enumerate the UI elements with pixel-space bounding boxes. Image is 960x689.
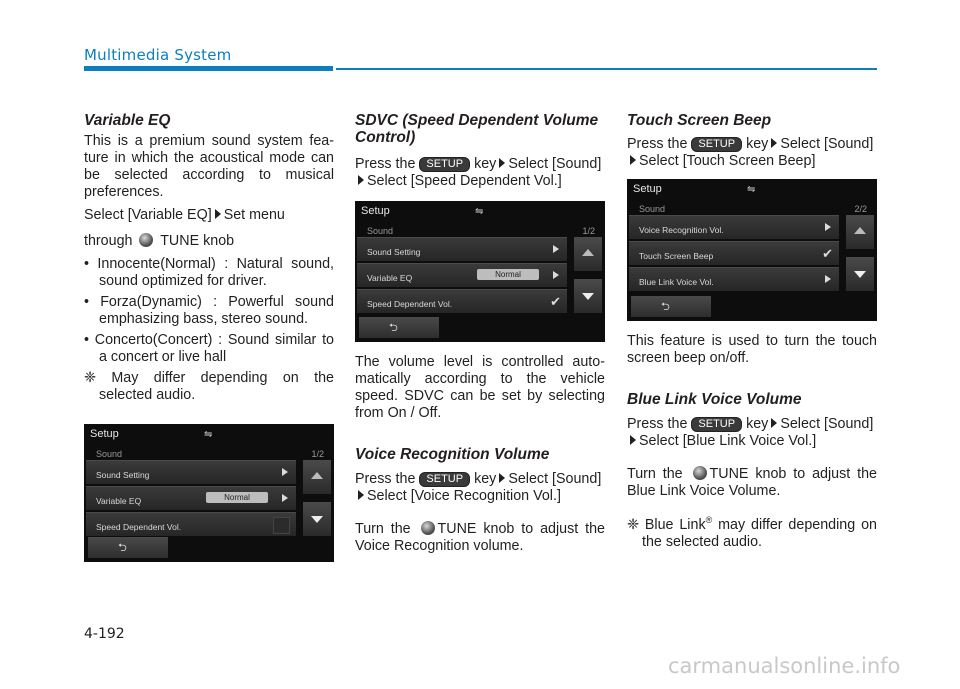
scroll-down-button[interactable] (846, 257, 874, 291)
arrow-right-icon (553, 245, 559, 253)
menu-row[interactable]: Blue Link Voice Vol. (629, 267, 839, 291)
header-rule-thin (336, 68, 877, 70)
arrow-down-icon (311, 516, 323, 523)
tune-knob-icon (693, 466, 707, 480)
screen-title: Setup (633, 183, 662, 195)
back-button[interactable] (359, 317, 439, 338)
screen-subtitle: Sound (639, 204, 666, 214)
back-icon: ⮌ (389, 322, 398, 334)
header-rule-thick (84, 66, 333, 71)
menu-row[interactable]: Sound Setting (86, 460, 296, 484)
checkmark-icon: ✔ (550, 294, 561, 309)
checkmark-icon: ✔ (822, 246, 833, 261)
back-icon: ⮌ (661, 301, 670, 313)
arrow-right-icon (358, 490, 364, 500)
setup-screen-image (627, 179, 877, 321)
arrow-down-icon (854, 271, 866, 278)
bullet-forza: • Forza(Dynamic) : Powerful sound emphasizing bass, stereo sound. (84, 294, 334, 327)
arrow-right-icon (630, 435, 636, 445)
intro-text: This is a premium sound system feature in which the acoustical mode can be selected according to musical preferences. (84, 133, 334, 200)
section-title: Multimedia System (84, 46, 232, 64)
setup-key-icon: SETUP (419, 157, 470, 172)
voice-instruction: Press the SETUP key Select [Sound] Select [Voice Recognition Vol.] (355, 471, 602, 504)
column-variable-eq (84, 108, 334, 574)
arrow-right-icon (825, 275, 831, 283)
heading-variable-eq: Variable EQ (84, 112, 171, 129)
bluelink-instruction: Press the SETUP key Select [Sound] Select [Blue Link Voice Vol.] (627, 416, 874, 449)
usb-icon: ⇋ (204, 429, 213, 440)
arrow-right-icon (358, 175, 364, 185)
column-sdvc (355, 108, 605, 558)
eq-value-badge: Normal (477, 269, 539, 280)
arrow-down-icon (582, 293, 594, 300)
sdvc-instruction: Press the SETUP key Select [Sound] Select [Speed Dependent Vol.] (355, 156, 602, 189)
setup-key-icon: SETUP (691, 137, 742, 152)
heading-touch-beep: Touch Screen Beep (627, 112, 772, 129)
setup-screen-image (84, 424, 334, 562)
voice-tune-text: Turn the TUNE knob to adjust the Voice Recognition volume. (355, 521, 605, 554)
screen-title: Setup (90, 428, 119, 440)
menu-row[interactable]: Sound Setting (357, 237, 567, 261)
scroll-up-button[interactable] (574, 237, 602, 271)
menu-row[interactable]: Voice Recognition Vol. (629, 215, 839, 239)
usb-icon: ⇋ (475, 206, 484, 217)
arrow-right-icon (771, 418, 777, 428)
scroll-up-button[interactable] (303, 460, 331, 494)
arrow-right-icon (771, 138, 777, 148)
scroll-down-button[interactable] (574, 279, 602, 313)
select-instruction: Select [Variable EQ] Set menu (84, 207, 285, 223)
screen-subtitle: Sound (96, 449, 123, 459)
usb-icon: ⇋ (747, 184, 756, 195)
tune-knob-icon (139, 233, 153, 247)
sdvc-description: The volume level is controlled automatically according to the vehicle speed. SDVC can be set by selecting from On / Off. (355, 354, 605, 421)
bullet-concerto: • Concerto(Concert) : Sound similar to a concert or live hall (84, 332, 334, 365)
back-button[interactable] (88, 537, 168, 558)
setup-key-icon: SETUP (691, 417, 742, 432)
arrow-up-icon (854, 227, 866, 234)
arrow-right-icon (825, 223, 831, 231)
screen-page: 2/2 (854, 204, 867, 214)
menu-row[interactable]: Speed Dependent Vol. ✔ (357, 289, 567, 313)
back-icon: ⮌ (118, 542, 127, 554)
watermark: carmanualsonline.info (668, 654, 901, 678)
beep-instruction: Press the SETUP key Select [Sound] Select [Touch Screen Beep] (627, 136, 874, 169)
checkbox-icon (273, 517, 290, 534)
back-button[interactable] (631, 296, 711, 317)
menu-row[interactable]: Variable EQ Normal (86, 486, 296, 510)
heading-sdvc: SDVC (Speed Dependent Volume Control) (355, 112, 599, 146)
bluelink-note: ❈ Blue Link® may differ depending on the selected audio. (627, 515, 877, 550)
menu-row[interactable]: Variable EQ Normal (357, 263, 567, 287)
column-touch-beep (627, 108, 877, 554)
screen-title: Setup (361, 205, 390, 217)
menu-row[interactable]: Speed Dependent Vol. (86, 512, 296, 536)
scroll-up-button[interactable] (846, 215, 874, 249)
note-text: ❈ May differ depending on the selected audio. (84, 370, 334, 403)
through-instruction: through TUNE knob (84, 233, 235, 249)
screen-page: 1/2 (582, 226, 595, 236)
heading-blue-link-voice: Blue Link Voice Volume (627, 391, 802, 408)
arrow-right-icon (499, 158, 505, 168)
heading-voice-recognition: Voice Recognition Volume (355, 446, 550, 463)
arrow-right-icon (499, 473, 505, 483)
arrow-right-icon (215, 209, 221, 219)
scroll-down-button[interactable] (303, 502, 331, 536)
setup-screen-image (355, 201, 605, 342)
beep-description: This feature is used to turn the touch screen beep on/off. (627, 333, 877, 366)
screen-subtitle: Sound (367, 226, 394, 236)
screen-page: 1/2 (311, 449, 324, 459)
arrow-right-icon (553, 271, 559, 279)
bluelink-tune-text: Turn the TUNE knob to adjust the Blue Link Voice Volume. (627, 466, 877, 499)
page-number: 4-192 (84, 626, 125, 642)
arrow-right-icon (282, 494, 288, 502)
arrow-right-icon (630, 155, 636, 165)
arrow-right-icon (282, 468, 288, 476)
tune-knob-icon (421, 521, 435, 535)
arrow-up-icon (582, 249, 594, 256)
arrow-up-icon (311, 472, 323, 479)
eq-value-badge: Normal (206, 492, 268, 503)
menu-row[interactable]: Touch Screen Beep ✔ (629, 241, 839, 265)
bullet-innocente: • Innocente(Normal) : Natural sound, sound optimized for driver. (84, 256, 334, 289)
setup-key-icon: SETUP (419, 472, 470, 487)
